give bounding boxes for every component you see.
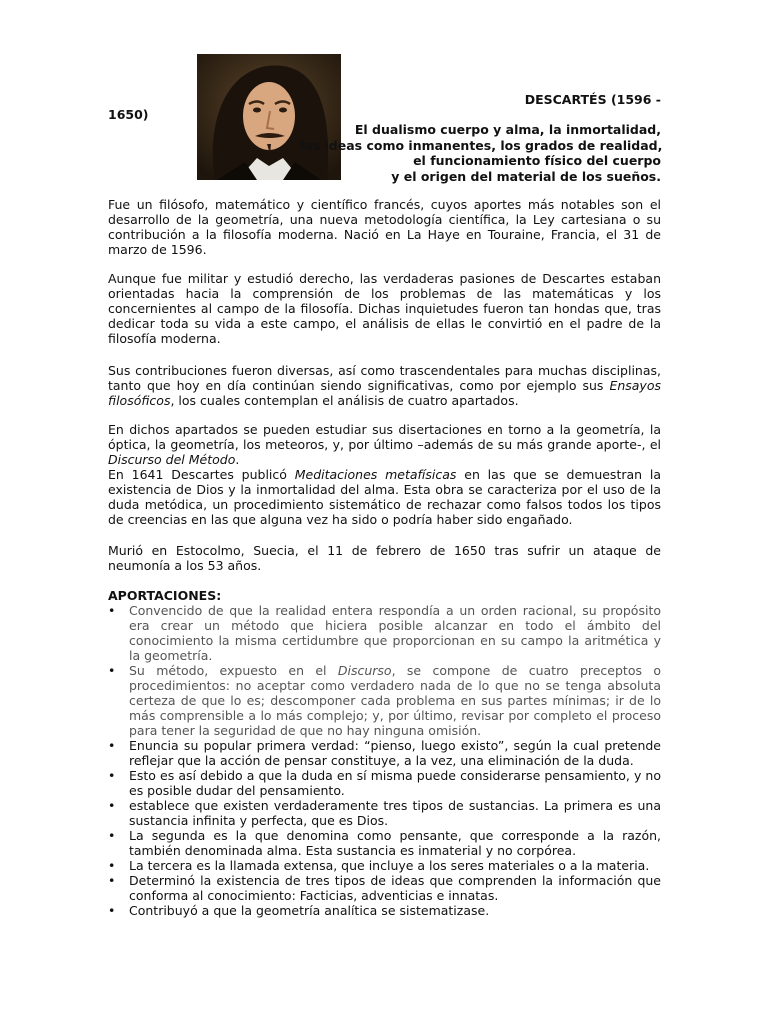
text-run: . bbox=[235, 452, 240, 467]
paragraph-contributions bbox=[108, 363, 661, 408]
text-run: Su método, expuesto en el bbox=[129, 663, 338, 678]
list-item: • establece que existen verdaderamente tres tipos de sustancias. La primera es una sustancia infinita y perfecta, que es Dios. bbox=[108, 798, 661, 828]
paragraph-works bbox=[108, 422, 661, 527]
list-item: • Contribuyó a que la geometría analítica se sistematizase. bbox=[108, 903, 661, 918]
document-subtitle bbox=[300, 122, 661, 184]
aportaciones-list bbox=[108, 603, 661, 918]
list-item: • La tercera es la llamada extensa, que incluye a los seres materiales o a la materia. bbox=[108, 858, 661, 873]
italic-title: Meditaciones metafísicas bbox=[294, 467, 457, 482]
paragraph-biography: Fue un filósofo, matemático y científico francés, cuyos aportes más notables son el desarrollo de la geometría, una nueva metodología científica, la Ley cartesiana o su contribución a la filosofía moderna. Nació en La Haye en Touraine, Francia, el 31 de marzo de 1596. bbox=[108, 197, 661, 257]
subtitle-line: El dualismo cuerpo y alma, la inmortalidad, bbox=[354, 122, 661, 137]
italic-title: Discurso bbox=[337, 663, 392, 678]
document-title: DESCARTÉS (1596 - bbox=[524, 92, 661, 107]
text-run: , se compone de cuatro preceptos o procedimientos: no aceptar como verdadero nada de lo que no se tenga absoluta certeza de que lo es; descomponer cada problema en sus partes mínimas; ir de lo más comprensible a lo más complejo; y, por último, revisar por completo el proceso para tener la seguridad de que no hay ninguna omisión. bbox=[129, 663, 661, 738]
subtitle-line: las ideas como inmanentes, los grados de realidad, bbox=[300, 137, 663, 153]
subtitle-line: el funcionamiento físico del cuerpo bbox=[413, 153, 661, 168]
text-run: En dichos apartados se pueden estudiar sus disertaciones en torno a la geometría, la óptica, la geometría, los meteoros, y, por último –además de su más grande aporte-, el bbox=[108, 422, 661, 452]
list-item bbox=[108, 663, 661, 738]
text-run: , los cuales contemplan el análisis de cuatro apartados. bbox=[170, 393, 519, 408]
italic-title: Ensayos filosóficos bbox=[108, 378, 661, 408]
text-run: Sus contribuciones fueron diversas, así como trascendentales para muchas disciplinas, tanto que hoy en día continúan siendo significativas, como por ejemplo sus bbox=[108, 363, 661, 393]
paragraph-death: Murió en Estocolmo, Suecia, el 11 de febrero de 1650 tras sufrir un ataque de neumonía a los 53 años. bbox=[108, 543, 661, 573]
text-run: en las que se demuestran la existencia de Dios y la inmortalidad del alma. Esta obra se caracteriza por el uso de la duda metódica, un procedimiento sistemático de rechazar como falsos todos los tipos de creencias en las que alguna vez ha sido o podría haber sido engañado. bbox=[108, 467, 662, 527]
paragraph-passions: Aunque fue militar y estudió derecho, las verdaderas pasiones de Descartes estaban orientadas hacia la comprensión de los problemas de las matemáticas y los concernientes al campo de la filosofía. Dichas inquietudes fueron tan hondas que, tras dedicar toda su vida a este campo, el análisis de ellas le convirtió en el padre de la filosofía moderna. bbox=[108, 271, 661, 346]
document-title-year: 1650) bbox=[108, 107, 149, 122]
text-run: En 1641 Descartes publicó bbox=[108, 467, 295, 482]
list-item: • La segunda es la que denomina como pensante, que corresponde a la razón, también denominada alma. Esta sustancia es inmaterial y no corpórea. bbox=[108, 828, 661, 858]
subtitle-line: y el origen del material de los sueños. bbox=[391, 168, 661, 184]
list-item: • Convencido de que la realidad entera respondía a un orden racional, su propósito era crear un método que hiciera posible alcanzar en todo el ámbito del conocimiento la misma certidumbre que proporcionan en su campo la aritmética y la geometría. bbox=[108, 603, 661, 663]
list-item: • Esto es así debido a que la duda en sí misma puede considerarse pensamiento, y no es posible dudar del pensamiento. bbox=[108, 768, 661, 798]
list-item: • Enuncia su popular primera verdad: “pienso, luego existo”, según la cual pretende reflejar que la acción de pensar constituye, a la vez, una eliminación de la duda. bbox=[108, 738, 661, 768]
italic-title: Discurso del Método bbox=[108, 452, 236, 467]
list-item: • Determinó la existencia de tres tipos de ideas que comprenden la información que conforma al conocimiento: Facticias, adventicias e innatas. bbox=[108, 873, 661, 903]
section-heading: APORTACIONES: bbox=[108, 588, 222, 603]
